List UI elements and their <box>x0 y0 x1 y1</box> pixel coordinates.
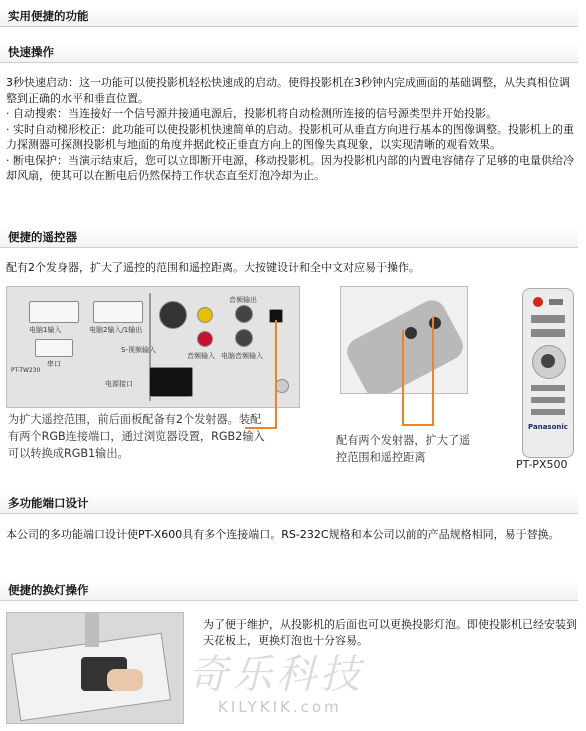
serial-port <box>35 339 73 357</box>
model-label: PT-TW230 <box>11 367 41 374</box>
rgb2-port <box>93 301 143 323</box>
section-title: 便捷的遥控器 <box>8 230 77 244</box>
lamp-replacement-photo <box>6 612 184 724</box>
rear-panel-photo <box>6 286 300 408</box>
remote-key <box>531 397 565 403</box>
callout-line-mid-b <box>432 316 434 426</box>
rgb1-port <box>29 301 79 323</box>
section-title: 实用便捷的功能 <box>8 9 89 23</box>
audio-out-jack <box>235 305 253 323</box>
emitter-lens-2 <box>429 317 441 329</box>
emitter-lens-1 <box>405 327 417 339</box>
serial-label: 串口 <box>47 360 61 368</box>
remote-model-label: PT-PX500 <box>516 458 568 471</box>
quick-ops-line: 3秒快速启动：这一功能可以使投影机轻松快速成的启动。使得投影机在3秒钟内完成画面的基础调整，从失真相位调整到正确的水平和垂直位置。 <box>6 76 570 105</box>
dpad-center-icon <box>541 354 555 368</box>
emitter-photo <box>340 286 468 394</box>
svideo-label: S-视频输入 <box>121 346 156 354</box>
remote-control-image <box>522 288 574 458</box>
caption-rear-panel: 为扩大遥控范围，前后面板配备有2个发射器。装配有两个RGB连接端口，通过浏览器设置，RGB2输入可以转换成RGB1输出。 <box>8 413 265 460</box>
monitor-jack <box>235 329 253 347</box>
lamp-paragraph: 为了便于维护，从投影机的后面也可以更换投影灯泡。即使投影机已经安装到天花板上，更换灯泡也十分容易。 <box>203 618 577 647</box>
quick-ops-line: · 断电保护：当演示结束后，您可以立即断开电源，移动投影机。因为投影机内部的内置电容储存了足够的电量供给冷却风扇，使其可以在断电后仍然保持工作状态直至灯泡冷却为止。 <box>6 153 574 182</box>
audio-jack-red <box>197 331 213 347</box>
section-title: 快速操作 <box>8 45 54 59</box>
power-socket <box>149 367 193 397</box>
section-header-ports <box>0 493 578 514</box>
callout-line-left <box>275 320 277 428</box>
remote-key <box>549 299 563 305</box>
monitor-label: 电脑音频输入 <box>221 352 263 360</box>
rgb1-label: 电脑1输入 <box>29 326 62 334</box>
section-header-features <box>0 6 578 27</box>
section-header-quick-ops <box>0 42 578 63</box>
section-title: 多功能端口设计 <box>8 496 89 510</box>
power-button-icon <box>533 297 543 307</box>
screw-icon <box>275 379 289 393</box>
quick-ops-line: · 自动搜索：当连接好一个信号源并接通电源后，投影机将自动检测所连接的信号源类型并开始投影。 <box>6 107 497 120</box>
audio-out-label: 音频输出 <box>229 296 257 304</box>
remote-key <box>531 385 565 391</box>
ceiling-mount <box>85 613 99 647</box>
remote-brand: Panasonic <box>528 423 568 431</box>
hand-image <box>107 669 143 691</box>
quick-ops-paragraph <box>6 75 578 184</box>
remote-key <box>531 329 565 337</box>
section-title: 便捷的换灯操作 <box>8 583 89 597</box>
remote-paragraph: 配有2个发身器，扩大了遥控的范围和遥控距离。大按键设计和全中文对应易于操作。 <box>6 261 420 274</box>
rgb2-label: 电脑2输入/1输出 <box>89 326 143 334</box>
callout-bar-mid <box>402 424 434 426</box>
quick-ops-line: · 实时自动梯形校正：此功能可以使投影机快速简单的启动。投影机可从垂直方向进行基本的图像调整。投影机上的重力探测器可探测投影机与地面的角度并据此校正垂直方向上的图像失真现象，以实现清晰的观看效果。 <box>6 122 574 151</box>
video-jack <box>197 307 213 323</box>
svideo-port <box>159 301 187 329</box>
callout-line-mid-a <box>402 330 404 426</box>
section-header-remote <box>0 227 578 248</box>
watermark-en: KILYKIK.com <box>218 698 342 716</box>
caption-emitter: 配有两个发射器，扩大了遥控范围和遥控距离 <box>336 434 471 464</box>
audio-in-label: 音频输入 <box>187 352 215 360</box>
power-label: 电源接口 <box>105 380 133 388</box>
section-header-lamp <box>0 580 578 601</box>
remote-key <box>531 409 565 415</box>
ports-paragraph: 本公司的多功能端口设计使PT-X600具有多个连接端口。RS-232C规格和本公司以前的产品规格相同，易于替换。 <box>6 528 560 541</box>
watermark-cn: 奇乐科技 <box>188 652 364 698</box>
projector-body <box>342 295 467 394</box>
remote-key <box>531 315 565 323</box>
